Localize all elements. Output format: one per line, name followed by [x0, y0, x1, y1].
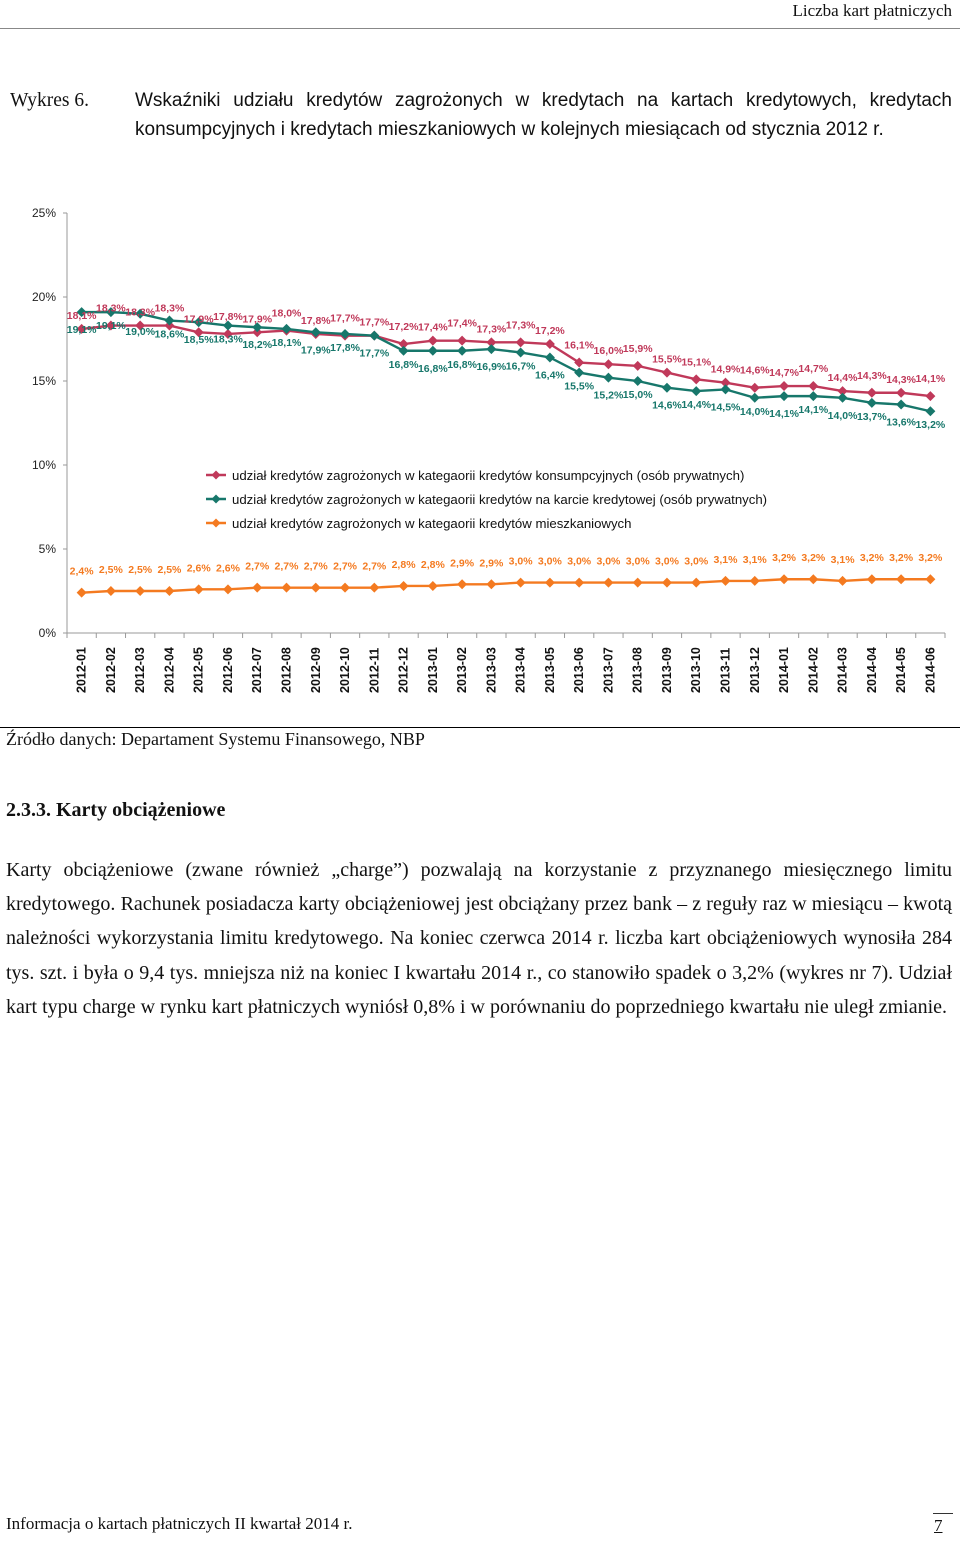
x-tick-label: 2013-01 [425, 647, 440, 693]
data-point [779, 381, 789, 391]
x-tick-label: 2012-12 [396, 647, 411, 693]
data-point [135, 586, 145, 596]
data-point [516, 347, 526, 357]
chart-legend [146, 463, 811, 533]
data-point [691, 578, 701, 588]
data-point [574, 578, 584, 588]
data-label: 17,3% [505, 319, 536, 332]
data-label: 18,3% [154, 302, 185, 315]
data-point [896, 574, 906, 584]
data-label: 15,2% [593, 389, 624, 402]
data-point [164, 586, 174, 596]
x-tick-label: 2014-04 [864, 647, 879, 693]
data-point [399, 581, 409, 591]
y-tick-label: 20% [31, 290, 56, 304]
x-tick-label: 2013-10 [689, 647, 704, 693]
data-label: 18,5% [183, 334, 214, 347]
data-label: 17,8% [213, 310, 243, 323]
y-tick-label: 5% [38, 542, 56, 556]
data-label: 2,5% [128, 564, 153, 576]
x-tick-label: 2012-03 [133, 647, 148, 693]
data-point [691, 374, 701, 384]
data-label: 18,3% [213, 333, 243, 346]
data-point [867, 388, 877, 398]
data-label: 19,1% [96, 320, 126, 333]
data-label: 15,1% [681, 356, 712, 369]
data-label: 17,7% [359, 347, 390, 360]
data-label: 14,4% [681, 399, 712, 412]
data-point [457, 346, 467, 356]
data-point [574, 368, 584, 378]
data-label: 17,4% [417, 321, 448, 334]
running-header: Liczba kart płatniczych [792, 1, 952, 20]
data-label: 3,0% [625, 555, 650, 568]
data-label: 15,0% [622, 389, 653, 401]
x-tick-label: 2012-07 [250, 647, 265, 693]
data-label: 16,7% [505, 360, 536, 373]
data-point [106, 586, 116, 596]
data-label: 3,0% [596, 555, 621, 568]
data-point [603, 359, 613, 369]
data-label: 18,3% [125, 306, 156, 319]
data-label: 17,7% [359, 316, 390, 329]
data-point [428, 581, 438, 591]
series-line [82, 579, 931, 592]
data-point [662, 383, 672, 393]
data-label: 2,6% [215, 562, 240, 575]
x-tick-label: 2012-09 [308, 647, 323, 693]
data-label: 2,8% [391, 558, 416, 571]
data-label: 3,2% [918, 552, 943, 565]
x-tick-label: 2014-03 [835, 647, 850, 693]
data-label: 18,6% [154, 328, 185, 341]
data-point [516, 578, 526, 588]
data-point [77, 588, 87, 598]
data-point [662, 578, 672, 588]
data-point [369, 583, 379, 593]
data-label: 2,7% [362, 560, 387, 573]
data-point [457, 336, 467, 346]
data-label: 3,0% [508, 555, 533, 568]
data-point [691, 386, 701, 396]
x-tick-label: 2012-06 [220, 647, 235, 693]
x-tick-label: 2013-08 [630, 647, 645, 693]
footer-divider [933, 1513, 953, 1514]
data-label: 2,8% [420, 558, 445, 571]
x-tick-label: 2013-02 [455, 647, 470, 693]
chart-divider [0, 727, 960, 728]
data-point [457, 579, 467, 589]
data-label: 14,3% [886, 373, 916, 386]
data-label: 13,7% [856, 410, 887, 423]
data-label: 17,3% [476, 323, 507, 336]
data-label: 17,2% [388, 321, 419, 334]
data-label: 18,1% [271, 336, 302, 349]
data-label: 3,2% [772, 552, 797, 565]
data-label: 17,8% [300, 314, 331, 327]
data-point [340, 583, 350, 593]
data-point [633, 376, 643, 386]
data-label: 16,8% [388, 358, 419, 371]
x-tick-label: 2012-10 [338, 647, 353, 693]
data-point [486, 579, 496, 589]
data-label: 3,2% [859, 552, 884, 565]
data-label: 2,7% [303, 560, 328, 573]
data-point [721, 384, 731, 394]
legend-label: udział kredytów zagrożonych w kategaorii kredytów na karcie kredytowej (osób prywatnych) [232, 492, 768, 507]
x-tick-labels [75, 647, 938, 693]
data-point [925, 574, 935, 584]
x-tick-label: 2012-08 [279, 647, 294, 693]
data-point [516, 337, 526, 347]
data-point [194, 584, 204, 594]
data-point [838, 393, 848, 403]
data-point [779, 391, 789, 401]
data-label: 3,0% [567, 555, 592, 568]
data-label: 18,3% [96, 302, 126, 315]
data-label: 18,2% [242, 339, 273, 352]
data-point [808, 391, 818, 401]
x-tick-label: 2014-06 [923, 647, 938, 693]
data-label: 19,1% [66, 324, 97, 337]
data-point [545, 578, 555, 588]
data-point [896, 400, 906, 410]
x-tick-label: 2012-11 [367, 647, 382, 693]
data-point [311, 327, 321, 337]
data-label: 14,1% [798, 404, 829, 417]
data-point [428, 336, 438, 346]
data-label: 17,9% [183, 313, 214, 326]
data-label: 14,9% [710, 363, 741, 376]
x-tick-label: 2012-05 [191, 647, 206, 693]
data-label: 14,6% [652, 399, 682, 412]
data-point [721, 576, 731, 586]
data-point [750, 393, 760, 403]
data-label: 17,7% [330, 312, 360, 325]
x-tick-label: 2012-04 [162, 647, 177, 693]
data-label: 16,4% [535, 369, 565, 382]
data-label: 16,0% [593, 345, 624, 358]
data-label: 2,7% [245, 560, 270, 573]
data-label: 2,7% [333, 560, 358, 573]
data-point [252, 583, 262, 593]
data-label: 17,8% [330, 341, 360, 354]
legend-label: udział kredytów zagrożonych w kategaorii kredytów mieszkaniowych [232, 516, 632, 531]
y-tick-label: 25% [31, 206, 56, 220]
x-tick-label: 2013-11 [718, 647, 733, 693]
legend-label: udział kredytów zagrożonych w kategaorii kredytów konsumpcyjnych (osób prywatnych) [232, 468, 745, 483]
section-heading: 2.3.3. Karty obciążeniowe [6, 799, 226, 821]
data-point [662, 368, 672, 378]
data-point [428, 346, 438, 356]
data-label: 14,7% [769, 367, 799, 380]
x-tick-label: 2012-02 [103, 647, 118, 693]
data-label: 15,9% [622, 342, 653, 355]
data-label: 16,9% [476, 361, 507, 374]
x-tick-label: 2013-06 [572, 647, 587, 693]
x-tick-label: 2014-05 [894, 647, 909, 693]
data-point [545, 352, 555, 362]
data-label: 3,2% [889, 552, 914, 565]
header-divider [0, 28, 960, 29]
data-point [838, 576, 848, 586]
y-tick-label: 15% [31, 374, 56, 388]
data-point [925, 406, 935, 416]
figure-label: Wykres 6. [10, 90, 89, 111]
data-label: 15,5% [564, 380, 595, 393]
data-point [399, 346, 409, 356]
data-point [750, 576, 760, 586]
line-chart [0, 195, 960, 715]
data-label: 14,1% [915, 373, 946, 386]
data-label: 2,5% [98, 564, 123, 576]
data-label: 2,5% [157, 564, 182, 576]
data-point [633, 578, 643, 588]
data-label: 2,9% [450, 557, 475, 570]
data-point [603, 373, 613, 383]
data-point [164, 316, 174, 326]
data-label: 18,1% [66, 309, 97, 322]
x-tick-label: 2013-05 [542, 647, 557, 693]
data-label: 17,9% [242, 313, 273, 326]
data-point [867, 398, 877, 408]
x-tick-label: 2012-01 [74, 647, 89, 693]
data-label: 14,3% [856, 369, 887, 382]
data-point [486, 344, 496, 354]
data-label: 13,6% [886, 416, 916, 429]
data-point [369, 331, 379, 341]
data-label: 16,8% [447, 358, 477, 371]
figure-caption-text: Wskaźniki udziału kredytów zagrożonych w kredytach na kartach kredytowych, kredytach konsumpcyjnych i kredytach mieszkaniowych w kolejnych miesiącach od stycznia 2012 r. [135, 90, 952, 140]
data-label: 3,0% [684, 555, 709, 568]
x-tick-label: 2013-07 [601, 647, 616, 693]
body-paragraph: Karty obciążeniowe (zwane również „charge”) pozwalają na korzystanie z przyznanego miesięcznego limitu kredytowego. Rachunek posiadacza karty obciążeniowej jest obciążany przez bank – z reguły raz w miesiącu – kwotą należności wykorzystania limitu kredytowego. Na koniec czerwca 2014 r. liczba kart obciążeniowych wynosiła 284 tys. szt. i była o 9,4 tys. mniejsza niż na koniec I kwartału 2014 r., co stanowiło spadek o 3,2% (wykres nr 7). Udział kart typu charge w rynku kart płatniczych wyniósł 0,8% i w porównaniu do poprzedniego kwartału nie uległ zmianie. [6, 859, 952, 1018]
data-point [282, 583, 292, 593]
x-tick-label: 2013-09 [659, 647, 674, 693]
data-point [808, 381, 818, 391]
y-tick-labels [32, 206, 56, 640]
figure-caption [10, 87, 952, 144]
data-label: 14,0% [827, 409, 858, 422]
data-label: 14,1% [769, 408, 799, 421]
data-point [311, 583, 321, 593]
x-tick-label: 2013-12 [747, 647, 762, 693]
x-tick-label: 2013-04 [513, 647, 528, 693]
data-label: 19,0% [125, 325, 156, 338]
data-point [223, 584, 233, 594]
data-label: 3,2% [801, 552, 826, 565]
data-label: 17,2% [535, 325, 565, 338]
data-label: 2,7% [274, 560, 299, 573]
data-label: 14,5% [710, 401, 741, 414]
data-label: 3,1% [830, 553, 855, 566]
data-label: 13,2% [915, 419, 946, 432]
y-tick-label: 10% [31, 458, 56, 472]
data-label: 17,9% [300, 344, 331, 357]
data-point [340, 329, 350, 339]
data-label: 18,0% [271, 307, 302, 320]
data-label: 14,4% [827, 372, 858, 385]
data-label: 15,5% [652, 353, 682, 366]
x-tick-label: 2014-01 [777, 647, 792, 693]
data-label: 2,4% [69, 565, 94, 578]
data-point [925, 391, 935, 401]
data-label: 3,0% [654, 555, 679, 568]
data-point [867, 574, 877, 584]
x-tick-label: 2014-02 [806, 647, 821, 693]
data-label: 3,1% [742, 553, 767, 566]
data-label: 3,1% [713, 553, 738, 566]
data-point [779, 574, 789, 584]
x-tick-label: 2013-03 [484, 647, 499, 693]
data-label: 14,0% [739, 405, 770, 418]
data-label: 14,6% [739, 364, 770, 377]
page-number: 7 [934, 1516, 943, 1535]
data-point [750, 383, 760, 393]
y-tick-label: 0% [38, 626, 56, 640]
data-label: 17,4% [447, 317, 477, 330]
data-labels [67, 303, 946, 578]
data-label: 2,6% [186, 562, 211, 575]
data-label: 16,8% [417, 362, 448, 375]
data-point [603, 578, 613, 588]
footer-text: Informacja o kartach płatniczych II kwartał 2014 r. [6, 1514, 353, 1533]
source-note: Źródło danych: Departament Systemu Finansowego, NBP [6, 729, 425, 749]
data-point [282, 324, 292, 334]
data-point [896, 388, 906, 398]
data-label: 3,0% [537, 555, 562, 568]
data-label: 2,9% [479, 557, 504, 570]
data-point [633, 361, 643, 371]
data-label: 14,7% [798, 363, 829, 376]
data-point [808, 574, 818, 584]
data-label: 16,1% [564, 339, 595, 352]
